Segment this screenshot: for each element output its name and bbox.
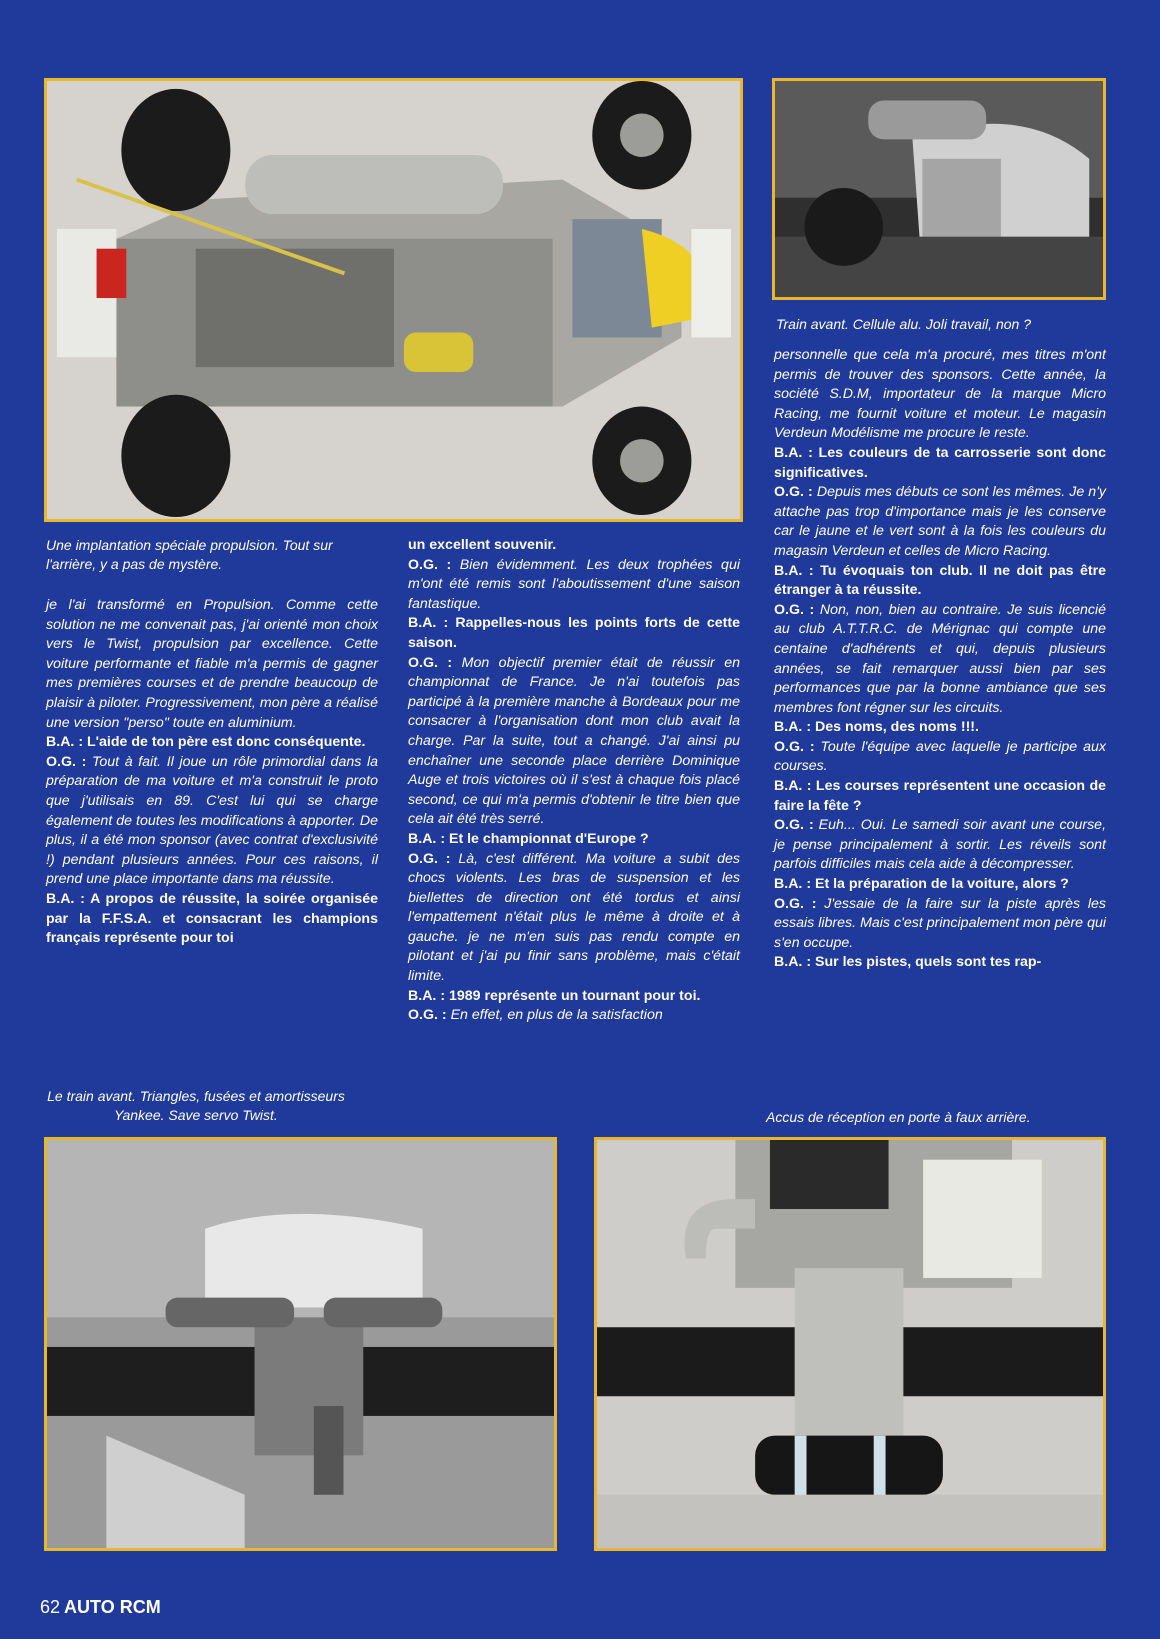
photo-front-suspension-bw	[44, 1137, 557, 1551]
question: B.A. : Tu évoquais ton club. Il ne doit pas être étranger à ta réussite.	[774, 562, 1106, 599]
article-column-3	[774, 346, 1106, 973]
answer: O.G. : Toute l'équipe avec laquelle je participe aux courses.	[774, 738, 1107, 775]
photo-chassis-top-view	[44, 78, 743, 522]
photo-front-train-bw	[772, 78, 1106, 300]
caption-chassis: Une implantation spéciale propulsion. Tout sur l'arrière, y a pas de mystère.	[46, 537, 333, 572]
answer: O.G. : En effet, en plus de la satisfaction	[408, 1007, 663, 1024]
caption-front-train-top: Train avant. Cellule alu. Joli travail, non ?	[776, 316, 1031, 332]
page-folio	[40, 1597, 161, 1618]
question: B.A. : Les couleurs de ta carrosserie sont donc significatives.	[774, 444, 1106, 481]
answer: O.G. : Là, c'est différent. Ma voiture a subit des chocs violents. Les bras de suspension et les biellettes de direction ont été tordus et ainsi l'empattement n'était plus le même à droite et à gauche. je ne m'en suis pas rendu compte en pilotant et j'ai pu finir sans problème, mais c'était limite.	[408, 850, 740, 985]
question: B.A. : Des noms, des noms !!!.	[774, 719, 979, 736]
answer: O.G. : Mon objectif premier était de réussir en championnat de France. Je n'ai toutefois pas participé à la première manche à Bordeaux pour me consacrer à l'organisation dont mon club avait la charge. Par la suite, tout a changé. J'ai ainsi pu enchaîner une seconde place derrière Dominique Auge et trois victoires où il s'est à chaque fois placé second, ce qui m'a permis d'obtenir le titre bien que cela ait été très serré.	[408, 654, 741, 828]
answer: O.G. : Tout à fait. Il joue un rôle primordial dans la préparation de ma voiture et m'a construit le proto que j'utilisais en 89. C'est lui qui se charge également de toutes les modifications à apporter. De plus, il a été mon sponsor (avec contrat d'exclusivité !) pendant plusieurs années. Pour ces raisons, il prend une place importante dans ma réussite.	[46, 753, 378, 888]
page-number: 62	[40, 1597, 61, 1617]
magazine-name: AUTO RCM	[64, 1597, 161, 1617]
paragraph: je l'ai transformé en Propulsion. Comme cette solution ne me convenait pas, j'ai orienté mon choix vers le Twist, propulsion par excellence. Cette voiture performante et fiable m'a permis de gagner mes premières courses et de prendre beaucoup de plaisir à piloter. Progressivement, mon père a réalisé une version "perso" toute en aluminium.	[46, 597, 378, 731]
answer: O.G. : Non, non, bien au contraire. Je suis licencié au club A.T.T.R.C. de Mérignac qui compte une centaine d'adhérents et qui, depuis plusieurs années, se fait remarquer aussi bien par ses performances que par la bonne ambiance que ses membres font régner sur les circuits.	[774, 601, 1107, 716]
question: B.A. : Rappelles-nous les points forts de cette saison.	[408, 615, 740, 651]
question: un excellent souvenir.	[408, 537, 557, 553]
article-column-1	[46, 596, 378, 949]
question: B.A. : Les courses représentent une occasion de faire la fête ?	[774, 778, 1106, 814]
question: B.A. : L'aide de ton père est donc conséquente.	[46, 734, 366, 751]
answer: O.G. : Depuis mes débuts ce sont les mêmes. Je n'y attache pas trop d'importance mais je les conserve car le jaune et le vert sont à la fois les couleurs du magasin Verdeun et celles de Micro Racing.	[774, 484, 1106, 559]
caption-front-suspension: Le train avant. Triangles, fusées et amortisseurs Yankee. Save servo Twist.	[47, 1088, 345, 1123]
caption-rear-receiver: Accus de réception en porte à faux arrière.	[766, 1109, 1031, 1125]
question: B.A. : Sur les pistes, quels sont tes rap-	[774, 954, 1042, 971]
paragraph: personnelle que cela m'a procuré, mes titres m'ont permis de trouver des sponsors. Cette année, la société S.D.M, importateur de la marque Micro Racing, me fournit voiture et moteur. Le magasin Verdeun Modélisme me procure le reste.	[774, 347, 1106, 442]
photo-rear-receiver-battery	[594, 1137, 1106, 1551]
question: B.A. : Et la préparation de la voiture, alors ?	[774, 876, 1069, 893]
answer: O.G. : J'essaie de la faire sur la piste après les essais libres. Mais c'est principalement mon père qui s'en occupe.	[774, 895, 1106, 951]
answer: O.G. : Bien évidemment. Les deux trophées qui m'ont été remis sont l'aboutissement d'une saison fantastique.	[408, 556, 740, 612]
question: B.A. : Et le championnat d'Europe ?	[408, 830, 649, 847]
question: B.A. : A propos de réussite, la soirée organisée par la F.F.S.A. et consacrant les champions français représente pour toi	[46, 890, 378, 947]
answer: O.G. : Euh... Oui. Le samedi soir avant une course, je pense principalement à sortir. Les réveils sont parfois difficiles mais cela aide à décompresser.	[774, 817, 1107, 873]
article-column-2	[408, 536, 740, 1026]
question: B.A. : 1989 représente un tournant pour toi.	[408, 987, 701, 1004]
